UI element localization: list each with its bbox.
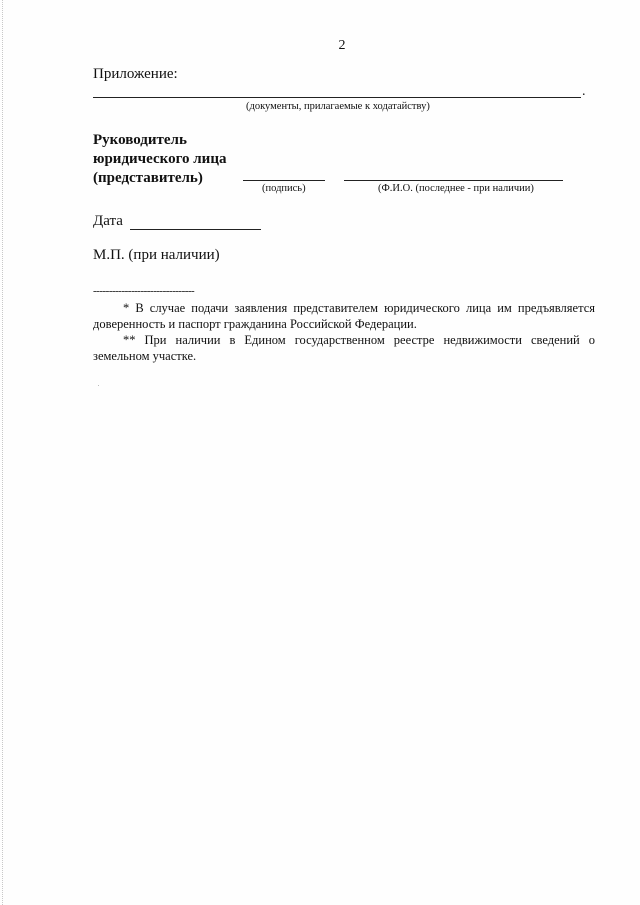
page-number: 2 bbox=[338, 38, 346, 53]
date-fill-line bbox=[130, 229, 261, 230]
appendix-trailing-dot: . bbox=[582, 84, 586, 99]
appendix-fill-line bbox=[93, 97, 581, 98]
footnote-item: ** При наличии в Едином государственном реестре недвижимости сведений о земельном участке. bbox=[93, 333, 595, 363]
appendix-label: Приложение: bbox=[93, 66, 178, 82]
signer-title bbox=[93, 131, 226, 188]
signature-fill-line bbox=[243, 180, 325, 181]
stamp-label: М.П. (при наличии) bbox=[93, 247, 220, 263]
fio-fill-line bbox=[344, 180, 563, 181]
footnote-item: * В случае подачи заявления представителем юридического лица им предъявляется доверенность и паспорт гражданина Российской Федерации. bbox=[93, 301, 595, 331]
fio-caption: (Ф.И.О. (последнее - при наличии) bbox=[378, 183, 534, 194]
signer-title-line: юридического лица bbox=[93, 151, 227, 167]
signature-caption: (подпись) bbox=[262, 183, 306, 194]
date-label: Дата bbox=[93, 213, 123, 229]
appendix-caption: (документы, прилагаемые к ходатайству) bbox=[246, 101, 430, 112]
footnote-separator: -------------------------------- bbox=[93, 285, 195, 297]
signer-title-line: Руководитель bbox=[93, 132, 187, 148]
signer-title-line: (представитель) bbox=[93, 170, 203, 186]
scan-speck bbox=[98, 385, 99, 386]
page-edge bbox=[2, 0, 4, 905]
